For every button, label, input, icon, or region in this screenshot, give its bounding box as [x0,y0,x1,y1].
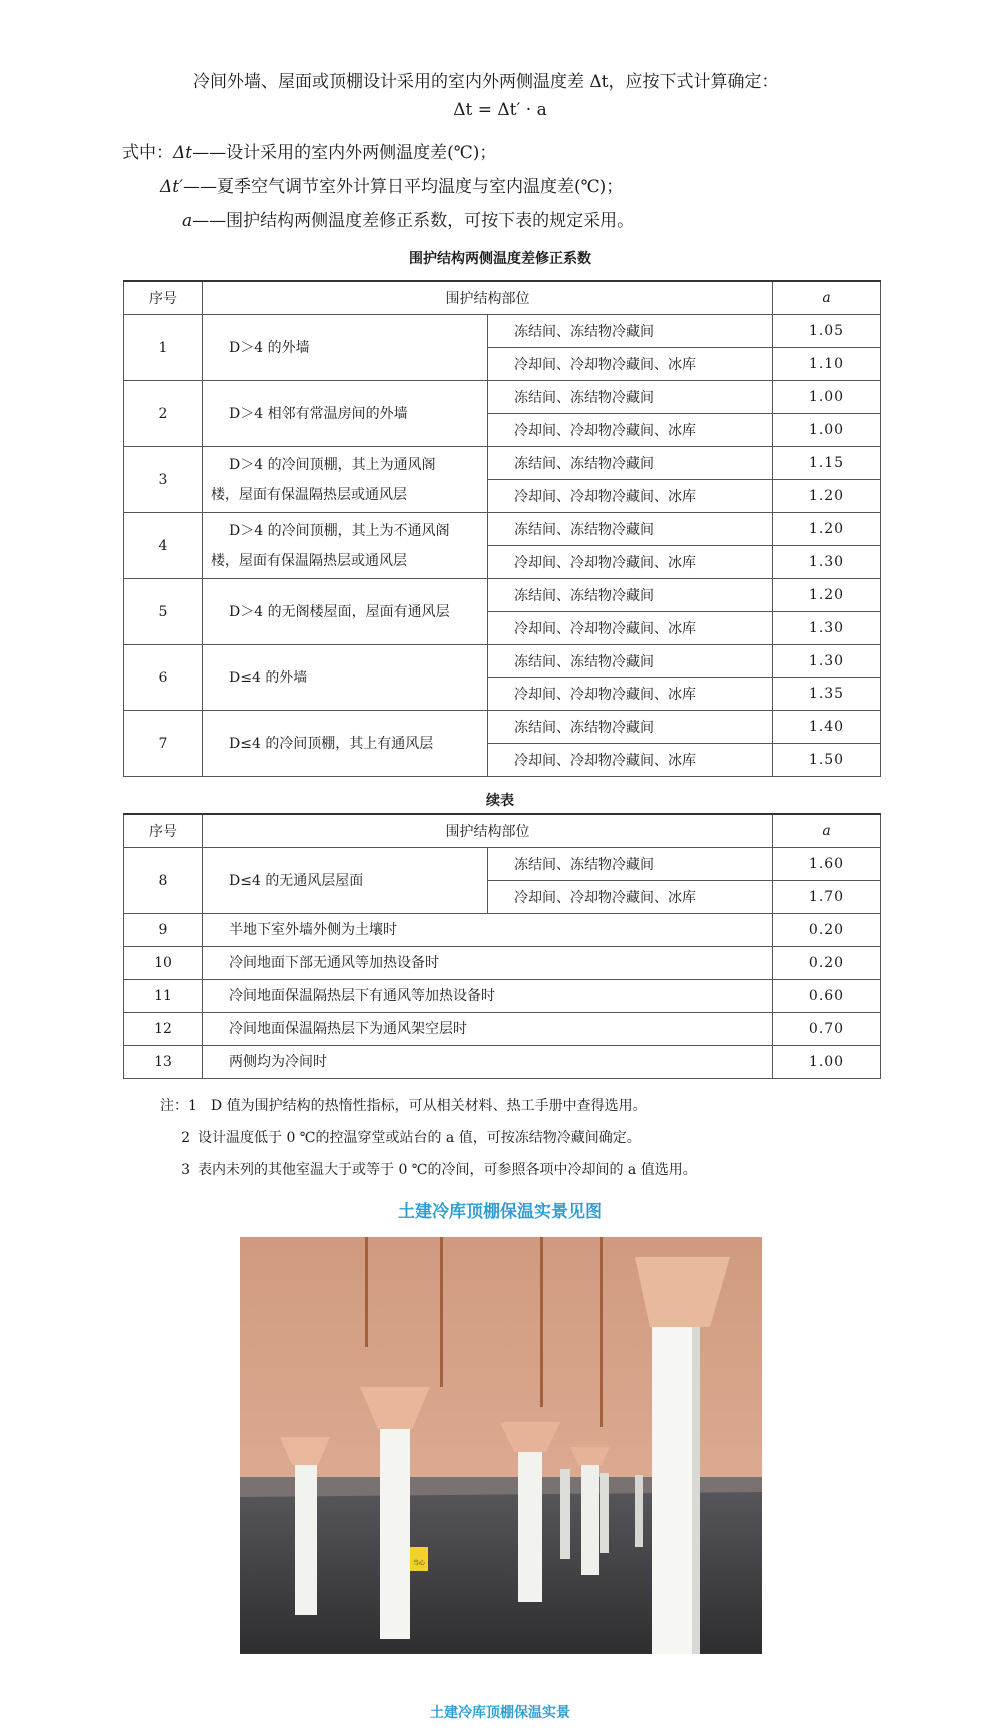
room-type: 冷却间、冷却物冷藏间、冰库 [488,480,773,513]
row-part [203,513,488,579]
coefficient-value: 1.00 [773,381,881,414]
coefficient-value: 1.60 [773,848,881,881]
table-row [124,1046,881,1079]
room-type: 冻结间、冻结物冷藏间 [488,645,773,678]
room-type: 冷却间、冷却物冷藏间、冰库 [488,414,773,447]
note-item [160,1122,697,1154]
coefficient-value: 1.20 [773,579,881,612]
row-part [203,447,488,513]
table-row [124,513,881,546]
photo-title: 土建冷库顶棚保温实景见图 [398,1202,602,1222]
header-a: a [773,814,881,848]
header-no: 序号 [124,281,203,315]
table-row [124,848,881,881]
row-part: 冷间地面保温隔热层下为通风架空层时 [203,1013,773,1046]
coefficient-value: 1.50 [773,744,881,777]
definition-symbol: a [182,211,193,231]
intro-paragraph: 冷间外墙、屋面或顶棚设计采用的室内外两侧温度差 Δt，应按下式计算确定： [193,72,779,92]
photo-caption: 土建冷库顶棚保温实景 [430,1705,570,1721]
note-item [160,1154,697,1186]
row-part: 冷间地面保温隔热层下有通风等加热设备时 [203,980,773,1013]
notes [160,1090,697,1186]
note-item [160,1090,697,1122]
table-row [124,947,881,980]
table-row [124,711,881,744]
row-number: 13 [124,1046,203,1079]
row-part: D＞4 的无阁楼屋面，屋面有通风层 [203,579,488,645]
table-row [124,645,881,678]
row-number: 1 [124,315,203,381]
room-type: 冻结间、冻结物冷藏间 [488,381,773,414]
room-type: 冻结间、冻结物冷藏间 [488,513,773,546]
row-number: 7 [124,711,203,777]
room-type: 冷却间、冷却物冷藏间、冰库 [488,612,773,645]
note-number: 3 [181,1162,190,1178]
definition-prefix: 式中： [122,143,173,163]
definition-text: ——设计采用的室内外两侧温度差(℃)； [192,143,497,163]
row-part-line: 楼，屋面有保温隔热层或通风层 [211,552,407,569]
row-part: D≤4 的无通风层屋面 [203,848,488,914]
table-header-row [124,814,881,848]
table-row [124,579,881,612]
room-type: 冻结间、冻结物冷藏间 [488,315,773,348]
definition-delta-t-prime [160,172,623,197]
row-number: 8 [124,848,203,914]
definition-delta-t [122,138,496,163]
row-part-line: D＞4 的冷间顶棚，其上为不通风阁 [229,522,450,539]
row-number: 5 [124,579,203,645]
room-type: 冻结间、冻结物冷藏间 [488,711,773,744]
room-type: 冷却间、冷却物冷藏间、冰库 [488,678,773,711]
coefficient-value: 0.60 [773,980,881,1013]
header-no: 序号 [124,814,203,848]
table-row [124,447,881,480]
formula: Δt = Δt′ · a [453,100,547,120]
row-number: 2 [124,381,203,447]
room-type: 冷却间、冷却物冷藏间、冰库 [488,348,773,381]
coefficient-value: 1.05 [773,315,881,348]
note-number: 1 [188,1098,197,1114]
coefficient-value: 0.20 [773,914,881,947]
header-a: a [773,281,881,315]
table-header-row [124,281,881,315]
row-part: D≤4 的外墙 [203,645,488,711]
row-part: 半地下室外墙外侧为土壤时 [203,914,773,947]
definition-symbol: Δt [173,143,193,163]
coefficient-value: 1.00 [773,1046,881,1079]
coefficient-value: 1.40 [773,711,881,744]
row-number: 12 [124,1013,203,1046]
header-part: 围护结构部位 [203,281,773,315]
table-row [124,315,881,348]
header-part: 围护结构部位 [203,814,773,848]
table-title: 围护结构两侧温度差修正系数 [409,251,591,267]
row-number: 11 [124,980,203,1013]
note-number: 2 [181,1130,190,1146]
room-type: 冷却间、冷却物冷藏间、冰库 [488,881,773,914]
coefficient-value: 0.20 [773,947,881,980]
table-row [124,381,881,414]
coefficient-value: 1.30 [773,546,881,579]
coefficient-table [123,280,881,777]
coefficient-value: 1.00 [773,414,881,447]
room-type: 冻结间、冻结物冷藏间 [488,579,773,612]
definition-symbol: Δt′ [160,177,183,197]
coefficient-value: 1.70 [773,881,881,914]
row-number: 3 [124,447,203,513]
coefficient-value: 1.30 [773,612,881,645]
note-text: 表内未列的其他室温大于或等于 0 ℃的冷间，可参照各项中冷却间的 a 值选用。 [198,1162,697,1178]
table-row [124,914,881,947]
row-part-line: 楼，屋面有保温隔热层或通风层 [211,486,407,503]
room-type: 冷却间、冷却物冷藏间、冰库 [488,744,773,777]
row-number: 9 [124,914,203,947]
table-row [124,1013,881,1046]
row-part: 两侧均为冷间时 [203,1046,773,1079]
row-part: D＞4 的外墙 [203,315,488,381]
note-text: 设计温度低于 0 ℃的控温穿堂或站台的 a 值，可按冻结物冷藏间确定。 [198,1130,641,1146]
continued-table-title: 续表 [486,793,514,809]
continued-table [123,813,881,1079]
row-number: 10 [124,947,203,980]
row-part-line: D＞4 的冷间顶棚，其上为通风阁 [229,456,436,473]
room-type: 冻结间、冻结物冷藏间 [488,848,773,881]
row-number: 4 [124,513,203,579]
coefficient-value: 1.20 [773,513,881,546]
coefficient-value: 1.35 [773,678,881,711]
room-type: 冷却间、冷却物冷藏间、冰库 [488,546,773,579]
warning-sign-text: 当心 [412,1560,426,1567]
row-part: 冷间地面下部无通风等加热设备时 [203,947,773,980]
room-type: 冻结间、冻结物冷藏间 [488,447,773,480]
coefficient-value: 1.30 [773,645,881,678]
note-text: D 值为围护结构的热惰性指标，可从相关材料、热工手册中查得选用。 [210,1098,647,1114]
definition-text: ——围护结构两侧温度差修正系数，可按下表的规定采用。 [192,211,635,231]
table-row [124,980,881,1013]
photo-illustration [240,1237,762,1654]
cold-storage-ceiling-photo [240,1237,762,1654]
row-number: 6 [124,645,203,711]
coefficient-value: 1.20 [773,480,881,513]
definition-a [182,206,634,231]
definition-text: ——夏季空气调节室外计算日平均温度与室内温度差(℃)； [182,177,624,197]
row-part: D＞4 相邻有常温房间的外墙 [203,381,488,447]
coefficient-value: 1.10 [773,348,881,381]
notes-prefix: 注： [160,1098,188,1114]
row-part: D≤4 的冷间顶棚，其上有通风层 [203,711,488,777]
coefficient-value: 1.15 [773,447,881,480]
coefficient-value: 0.70 [773,1013,881,1046]
